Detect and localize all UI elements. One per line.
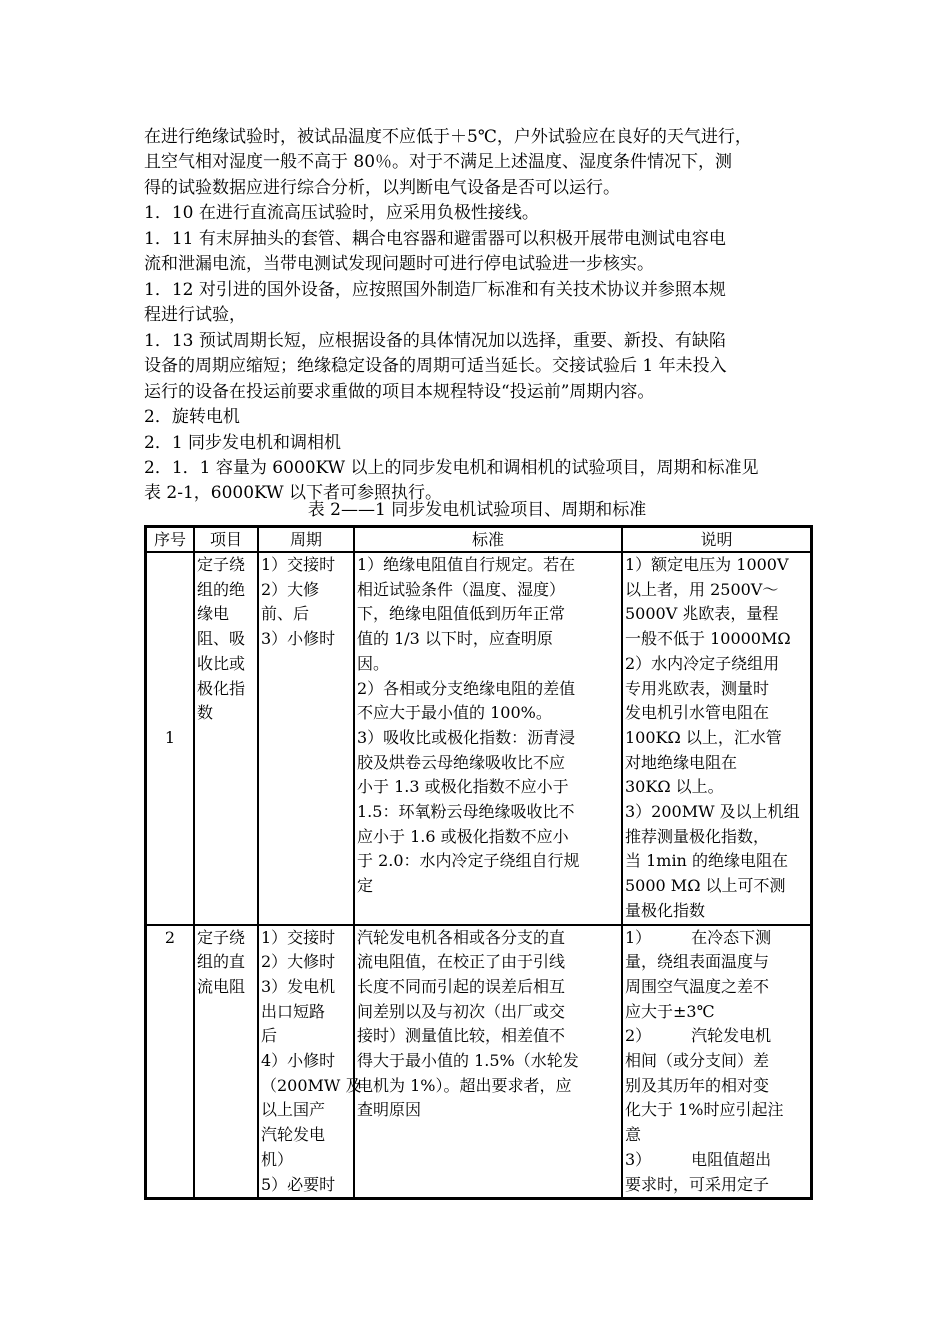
cell-standard	[354, 552, 622, 925]
cell-text-line: 3） 电阻值超出	[625, 1149, 772, 1169]
cell-text-line: 化大于 1%时应引起注	[625, 1100, 784, 1120]
cell-text-line: 因。	[357, 653, 390, 673]
cell-text-line: 5）必要时	[261, 1174, 336, 1194]
cell-text-line: 3）小修时	[261, 629, 336, 649]
cell-text-line: 1）额定电压为 1000V	[625, 555, 789, 574]
cell-text-line: 3）发电机	[261, 976, 336, 996]
header-no: 序号	[146, 527, 194, 552]
cell-text-line: 量，绕组表面温度与	[625, 952, 770, 972]
cell-text-line: 3）吸收比或极化指数：沥青浸	[357, 727, 576, 747]
cell-text-line: 出口短路	[261, 1001, 326, 1021]
cell-text-line: 专用兆欧表，测量时	[625, 678, 770, 698]
table-row	[146, 552, 811, 925]
cell-text-line: 下，绝缘电阻值低到历年正常	[357, 604, 566, 624]
paragraph-line: 1．10 在进行直流高压试验时，应采用负极性接线。	[144, 203, 539, 223]
cell-text-line: 2）各相或分支绝缘电阻的差值	[357, 678, 576, 698]
cell-text-line: 对地绝缘电阻在	[625, 752, 738, 772]
cell-text-line: 4）小修时	[261, 1051, 336, 1071]
cell-text-line: 得大于最小值的 1.5%（水轮发	[357, 1051, 579, 1071]
cell-note	[622, 925, 811, 1199]
cell-text-line: 别及其历年的相对变	[625, 1075, 770, 1095]
cell-text-line: 30KΩ 以上。	[625, 777, 724, 797]
cell-text-line: 量极化指数	[625, 900, 706, 920]
cell-text-line: 值的 1/3 以下时，应查明原	[357, 629, 553, 649]
cell-note	[622, 552, 811, 925]
cell-item	[194, 925, 258, 1199]
cell-text-line: 1）交接时	[261, 555, 336, 574]
cell-period	[258, 552, 354, 925]
paragraph-line: 程进行试验，	[144, 305, 246, 325]
cell-text-line: 汽轮发电	[261, 1125, 326, 1145]
cell-text-line: 不应大于最小值的 100%。	[357, 703, 552, 723]
paragraph-line: 得的试验数据应进行综合分析，以判断电气设备是否可以运行。	[144, 178, 620, 198]
cell-text-line: 100KΩ 以上，汇水管	[625, 727, 782, 747]
paragraph-line: 表 2-1，6000KW 以下者可参照执行。	[144, 483, 443, 503]
paragraph-line: 2．1．1 容量为 6000KW 以上的同步发电机和调相机的试验项目，周期和标准见	[144, 458, 759, 478]
header-item: 项目	[194, 527, 258, 552]
cell-text-line: 定	[357, 876, 374, 896]
paragraph-line: 设备的周期应缩短；绝缘稳定设备的周期可适当延长。交接试验后 1 年未投入	[144, 356, 727, 376]
cell-text-line: 收比或	[197, 653, 246, 673]
cell-text-line: 1） 在冷态下测	[625, 927, 772, 947]
section-heading: 2．旋转电机	[144, 407, 240, 427]
cell-text-line: 前、后	[261, 604, 310, 624]
cell-text-line: 定子绕	[197, 927, 246, 947]
cell-text-line: 数	[197, 703, 214, 723]
cell-text-line: 流电阻	[197, 976, 246, 996]
paragraph-line: 1．12 对引进的国外设备，应按照国外制造厂标准和有关技术协议并参照本规	[144, 280, 726, 300]
cell-text-line: （200MW 及	[261, 1075, 362, 1095]
cell-text-line: 要求时，可采用定子	[625, 1174, 770, 1194]
cell-item	[194, 552, 258, 925]
cell-text-line: 一般不低于 10000MΩ	[625, 629, 791, 649]
cell-text-line: 流电阻值，在校正了由于引线	[357, 952, 566, 972]
cell-text-line: 极化指	[197, 678, 246, 698]
cell-text-line: 2）大修	[261, 579, 320, 599]
cell-text-line: 阻、吸	[197, 629, 246, 649]
paragraph-line: 1．13 预试周期长短，应根据设备的具体情况加以选择，重要、新投、有缺陷	[144, 331, 726, 351]
cell-text-line: 1.5：环氧粉云母绝缘吸收比不	[357, 802, 575, 822]
table-caption: 表 2——1 同步发电机试验项目、周期和标准	[307, 500, 647, 520]
cell-text-line: 电机为 1%）。超出要求者，应	[357, 1075, 572, 1095]
cell-text-line: 相近试验条件（温度、湿度）	[357, 579, 566, 599]
paragraph-line: 流和泄漏电流，当带电测试发现问题时可进行停电试验进一步核实。	[144, 254, 654, 274]
cell-text-line: 查明原因	[357, 1100, 422, 1120]
table-row	[146, 925, 811, 1199]
cell-text-line: 1）绝缘电阻值自行规定。若在	[357, 555, 576, 574]
cell-text-line: 组的绝	[197, 579, 246, 599]
cell-text-line: 应大于±3℃	[625, 1001, 715, 1021]
cell-text-line: 5000V 兆欧表，量程	[625, 604, 779, 624]
cell-period	[258, 925, 362, 1199]
cell-text-line: 以上国产	[261, 1100, 326, 1120]
cell-text-line: 机）	[261, 1149, 294, 1169]
cell-no: 1	[146, 552, 194, 925]
cell-standard	[354, 925, 622, 1199]
cell-text-line: 2）水内冷定子绕组用	[625, 653, 780, 673]
cell-text-line: 推荐测量极化指数，	[625, 826, 770, 846]
cell-text-line: 1）交接时	[261, 927, 336, 947]
cell-text-line: 小于 1.3 或极化指数不应小于	[357, 777, 569, 797]
cell-text-line: 3）200MW 及以上机组	[625, 802, 800, 822]
cell-text-line: 2）大修时	[261, 952, 336, 972]
cell-no: 2	[146, 925, 194, 1199]
test-items-table	[144, 525, 813, 1200]
cell-text-line: 2） 汽轮发电机	[625, 1026, 772, 1046]
cell-text-line: 意	[625, 1125, 642, 1145]
header-period: 周期	[258, 527, 354, 552]
cell-text-line: 长度不同而引起的误差后相互	[357, 976, 566, 996]
cell-text-line: 当 1min 的绝缘电阻在	[625, 851, 788, 871]
cell-text-line: 后	[261, 1026, 278, 1046]
cell-text-line: 于 2.0：水内冷定子绕组自行规	[357, 851, 580, 871]
cell-text-line: 组的直	[197, 952, 246, 972]
cell-text-line: 接时）测量值比较，相差值不	[357, 1026, 566, 1046]
cell-text-line: 缘电	[197, 604, 230, 624]
paragraph-line: 1．11 有末屏抽头的套管、耦合电容器和避雷器可以积极开展带电测试电容电	[144, 229, 726, 249]
paragraph-line: 在进行绝缘试验时，被试品温度不应低于＋5℃，户外试验应在良好的天气进行，	[144, 127, 752, 147]
header-standard: 标准	[354, 527, 622, 552]
cell-text-line: 汽轮发电机各相或各分支的直	[357, 927, 566, 947]
subsection-heading: 2．1 同步发电机和调相机	[144, 433, 342, 453]
cell-text-line: 5000 MΩ 以上可不测	[625, 876, 786, 896]
cell-text-line: 胶及烘卷云母绝缘吸收比不应	[357, 752, 566, 772]
cell-text-line: 定子绕	[197, 555, 246, 574]
cell-text-line: 相间（或分支间）差	[625, 1051, 770, 1071]
cell-text-line: 应小于 1.6 或极化指数不应小	[357, 826, 569, 846]
cell-text-line: 发电机引水管电阻在	[625, 703, 770, 723]
header-note: 说明	[622, 527, 811, 552]
cell-text-line: 间差别以及与初次（出厂或交	[357, 1001, 566, 1021]
paragraph-line: 且空气相对湿度一般不高于 80％。对于不满足上述温度、湿度条件情况下，测	[144, 152, 733, 172]
paragraph-line: 运行的设备在投运前要求重做的项目本规程特设“投运前”周期内容。	[144, 382, 655, 402]
cell-text-line: 周围空气温度之差不	[625, 976, 770, 996]
table-header-row	[146, 527, 811, 552]
cell-text-line: 以上者，用 2500V～	[625, 579, 779, 599]
